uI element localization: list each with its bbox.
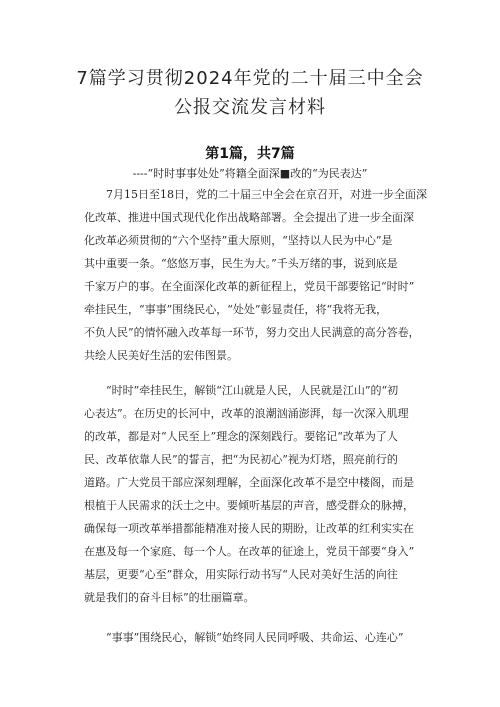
paragraph-line: “事事”围绕民心，解锁“始终同人民同呼吸、共命运、心连心”	[106, 631, 404, 644]
paragraph-line: 的改革，都是对“人民至上”理念的深刻践行。要铭记“改革为了人	[84, 430, 398, 443]
document-title-line-1: 7篇学习贯彻2024年党的二十届三中全会	[76, 68, 424, 89]
paragraph-line: 民、改革依靠人民”的誓言，把“为民初心”视为灯塔，照亮前行的	[84, 453, 398, 466]
paragraph-line: 确保每一项改革举措都能精准对接人民的期盼，让改革的红利实实在	[84, 522, 414, 535]
paragraph-line: 7月15日至18日，党的二十届三中全会在京召开，对进一步全面深	[106, 188, 427, 201]
paragraph-line: 其中重要一条。“悠悠万事，民生为大。”千头万绪的事，说到底是	[84, 257, 398, 270]
article-subtitle: ----“时时事事处处”将籍全面深■改的“为民表达”	[132, 167, 368, 180]
paragraph-line: 牵挂民生，“事事”围绕民心，“处处”彰显责任，将“我将无我，	[84, 303, 388, 316]
paragraph-line: 心表达”。在历史的长河中，改革的浪潮汹涌澎湃，每一次深入肌理	[84, 407, 409, 420]
paragraph-line: 共绘人民美好生活的宏伟图景。	[84, 349, 238, 362]
part-label: 第1篇，共7篇	[205, 146, 295, 162]
paragraph-line: “时时”牵挂民生，解锁“江山就是人民，人民就是江山”的“初	[106, 384, 399, 397]
paragraph-line: 基层，更要“心至”群众，用实际行动书写“人民对美好生活的向往	[84, 568, 398, 581]
paragraph-1	[84, 183, 427, 367]
paragraph-line: 道路。广大党员干部应深刻理解，全面深化改革不是空中楼阁，而是	[84, 476, 414, 489]
paragraph-line: 千家万户的事。在全面深化改革的新征程上，党员干部要铭记“时时”	[84, 280, 415, 293]
document-title-line-2: 公报交流发言材料	[174, 97, 326, 118]
paragraph-line: 不负人民”的情怀融入改革每一环节，努力交出人民满意的高分答卷，	[84, 326, 420, 339]
paragraph-line: 就是我们的奋斗目标”的壮丽篇章。	[84, 591, 255, 604]
paragraph-line: 化改革、推进中国式现代化作出战略部署。全会提出了进一步全面深	[84, 211, 414, 224]
paragraph-line: 化改革必须贯彻的“六个坚持”重大原则，“坚持以人民为中心”是	[84, 234, 393, 247]
paragraph-3	[84, 626, 424, 649]
paragraph-2	[84, 379, 424, 609]
paragraph-line: 在惠及每一个家庭、每一个人。在改革的征途上，党员干部要“身入”	[84, 545, 415, 558]
paragraph-line: 根植于人民需求的沃土之中。要倾听基层的声音，感受群众的脉搏，	[84, 499, 414, 512]
